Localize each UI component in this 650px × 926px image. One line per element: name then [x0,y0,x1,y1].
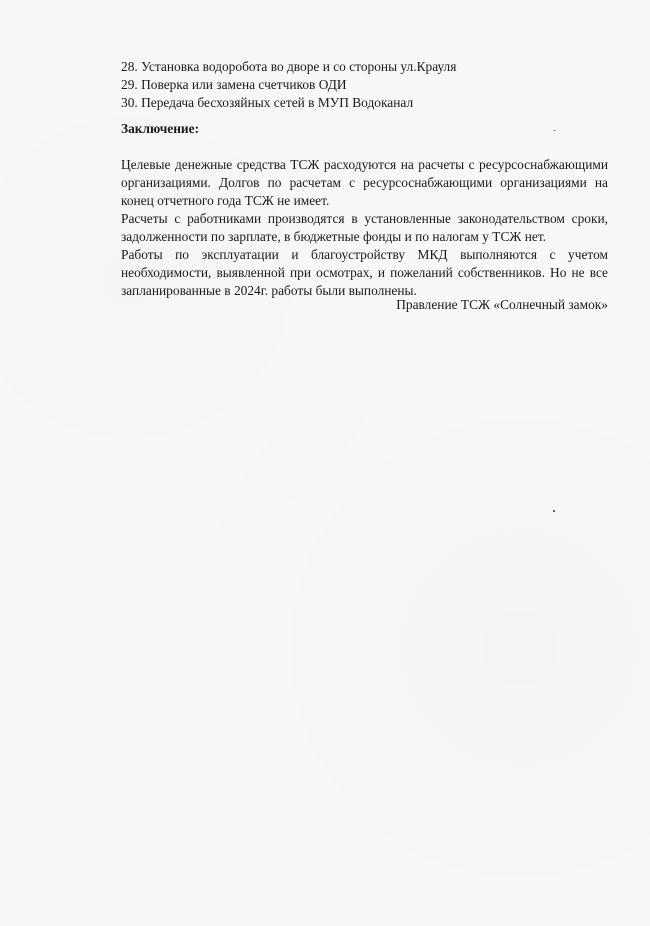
paragraph-maintenance-works: Работы по эксплуатации и благоустройству МКД выполняются с учетом необходимости, выявленной при осмотрах, и пожеланий собственников. Но не все запланированные в 2024г. работы были выполнены. [121,247,608,298]
spacer [121,138,608,156]
signature: Правление ТСЖ «Солнечный замок» [396,297,608,312]
work-list [121,58,608,112]
list-item: 28. Установка водоробота во дворе и со стороны ул.Крауля [121,59,457,74]
list-item: 29. Поверка или замена счетчиков ОДИ [121,77,347,92]
paragraph-employee-payments: Расчеты с работниками производятся в установленные законодательством сроки, задолженности по зарплате, в бюджетные фонды и по налогам у ТСЖ нет. [121,211,608,244]
scan-speck [553,510,555,512]
paragraph-resource-payments: Целевые денежные средства ТСЖ расходуются на расчеты с ресурсоснабжающими организациями. Долгов по расчетам с ресурсоснабжающими организациями на конец отчетного года ТСЖ не имеет. [121,157,608,208]
scan-speck [553,130,556,131]
list-item: 30. Передача бесхозяйных сетей в МУП Водоканал [121,95,414,110]
document-body [121,58,608,300]
conclusion-heading: Заключение: [121,121,200,136]
